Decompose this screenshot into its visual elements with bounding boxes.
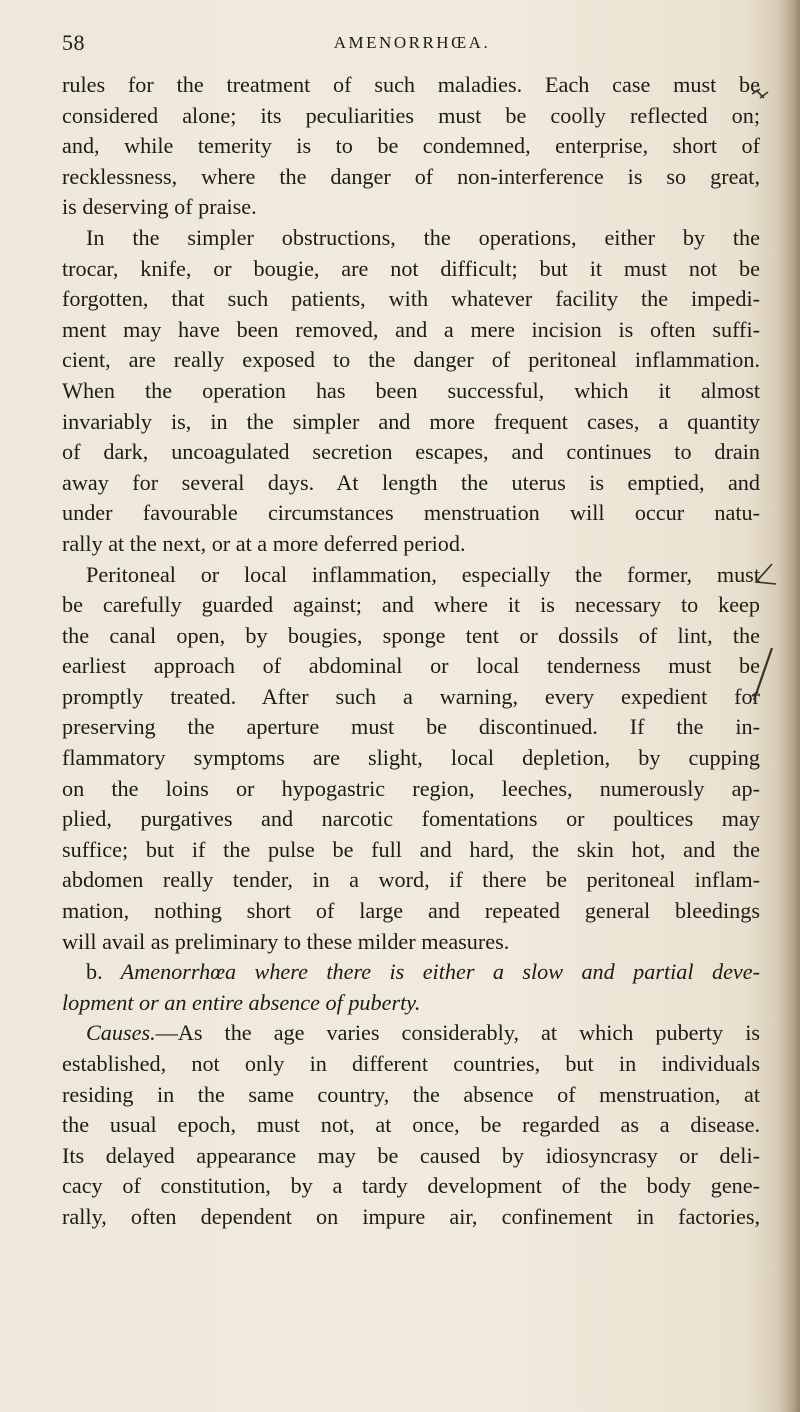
text-line: forgotten, that such patients, with whatever facility the impedi- bbox=[62, 286, 760, 312]
text-line: When the operation has been successful, which it almost bbox=[62, 377, 760, 403]
page-number: 58 bbox=[62, 30, 85, 55]
margin-pencil-mark-icon bbox=[750, 86, 770, 102]
text-line: suffice; but if the pulse be full and hard, the skin hot, and the bbox=[62, 836, 760, 862]
text-line: rally at the next, or at a more deferred period. bbox=[62, 530, 466, 556]
text-line: under favourable circumstances menstruation will occur natu- bbox=[62, 500, 760, 526]
text-line: be carefully guarded against; and where it is necessary to keep bbox=[62, 592, 760, 618]
body-text bbox=[62, 70, 760, 1233]
text-line: flammatory symptoms are slight, local depletion, by cupping bbox=[62, 745, 760, 771]
section-heading-text: Amenorrhœa where there is either a slow and partial deve- bbox=[120, 959, 760, 985]
text-line: plied, purgatives and narcotic fomentations or poultices may bbox=[62, 806, 760, 832]
margin-pencil-mark-icon bbox=[752, 562, 778, 588]
text-line: abdomen really tender, in a word, if there be peritoneal inflam- bbox=[62, 867, 760, 893]
text-line: invariably is, in the simpler and more frequent cases, a quantity bbox=[62, 408, 760, 434]
text-line: preserving the aperture must be discontinued. If the in- bbox=[62, 714, 760, 740]
causes-label: Causes. bbox=[86, 1020, 156, 1046]
text-line: mation, nothing short of large and repeated general bleedings bbox=[62, 898, 760, 924]
text-line: cient, are really exposed to the danger of peritoneal inflammation. bbox=[62, 347, 760, 373]
text-line: established, not only in different countries, but in individuals bbox=[62, 1051, 760, 1076]
text-line: and, while temerity is to be condemned, enterprise, short of bbox=[62, 133, 760, 159]
page-edge-shadow bbox=[778, 0, 800, 1412]
text-line: residing in the same country, the absence of menstruation, at bbox=[62, 1081, 760, 1107]
margin-pencil-mark-icon bbox=[750, 646, 776, 702]
text-line: recklessness, where the danger of non-interference is so great, bbox=[62, 163, 760, 189]
section-heading-line: lopment or an entire absence of puberty. bbox=[62, 989, 421, 1015]
text-line: will avail as preliminary to these milder measures. bbox=[62, 928, 510, 954]
text-line: of dark, uncoagulated secretion escapes, and continues to drain bbox=[62, 439, 760, 465]
text-line: cacy of constitution, by a tardy development of the body gene- bbox=[62, 1173, 760, 1199]
text-line: away for several days. At length the uterus is emptied, and bbox=[62, 469, 760, 495]
text-line: In the simpler obstructions, the operations, either by the bbox=[86, 224, 760, 250]
text-line: is deserving of praise. bbox=[62, 194, 257, 220]
causes-line bbox=[62, 1018, 760, 1049]
text-line: rally, often dependent on impure air, confinement in factories, bbox=[62, 1203, 760, 1229]
text-line: considered alone; its peculiarities must be coolly reflected on; bbox=[62, 102, 760, 128]
text-line: on the loins or hypogastric region, leeches, numerously ap- bbox=[62, 775, 760, 801]
causes-text: —As the age varies considerably, at which puberty is bbox=[155, 1020, 760, 1046]
text-line: the canal open, by bougies, sponge tent or dossils of lint, the bbox=[62, 622, 760, 648]
text-line: promptly treated. After such a warning, every expedient for bbox=[62, 683, 760, 709]
text-line: earliest approach of abdominal or local tenderness must be bbox=[62, 653, 760, 679]
text-line: trocar, knife, or bougie, are not difficult; but it must not be bbox=[62, 255, 760, 281]
text-line: Peritoneal or local inflammation, especially the former, must bbox=[86, 561, 760, 587]
text-line: ment may have been removed, and a mere incision is often suffi- bbox=[62, 316, 760, 342]
page-header bbox=[62, 30, 762, 60]
section-heading-prefix: b. bbox=[86, 959, 103, 985]
text-line: the usual epoch, must not, at once, be regarded as a disease. bbox=[62, 1112, 760, 1138]
running-head: AMENORRHŒA. bbox=[333, 33, 491, 52]
text-line: rules for the treatment of such maladies. Each case must be bbox=[62, 72, 760, 97]
text-line: Its delayed appearance may be caused by idiosyncrasy or deli- bbox=[62, 1142, 760, 1168]
section-heading-line bbox=[62, 957, 760, 988]
